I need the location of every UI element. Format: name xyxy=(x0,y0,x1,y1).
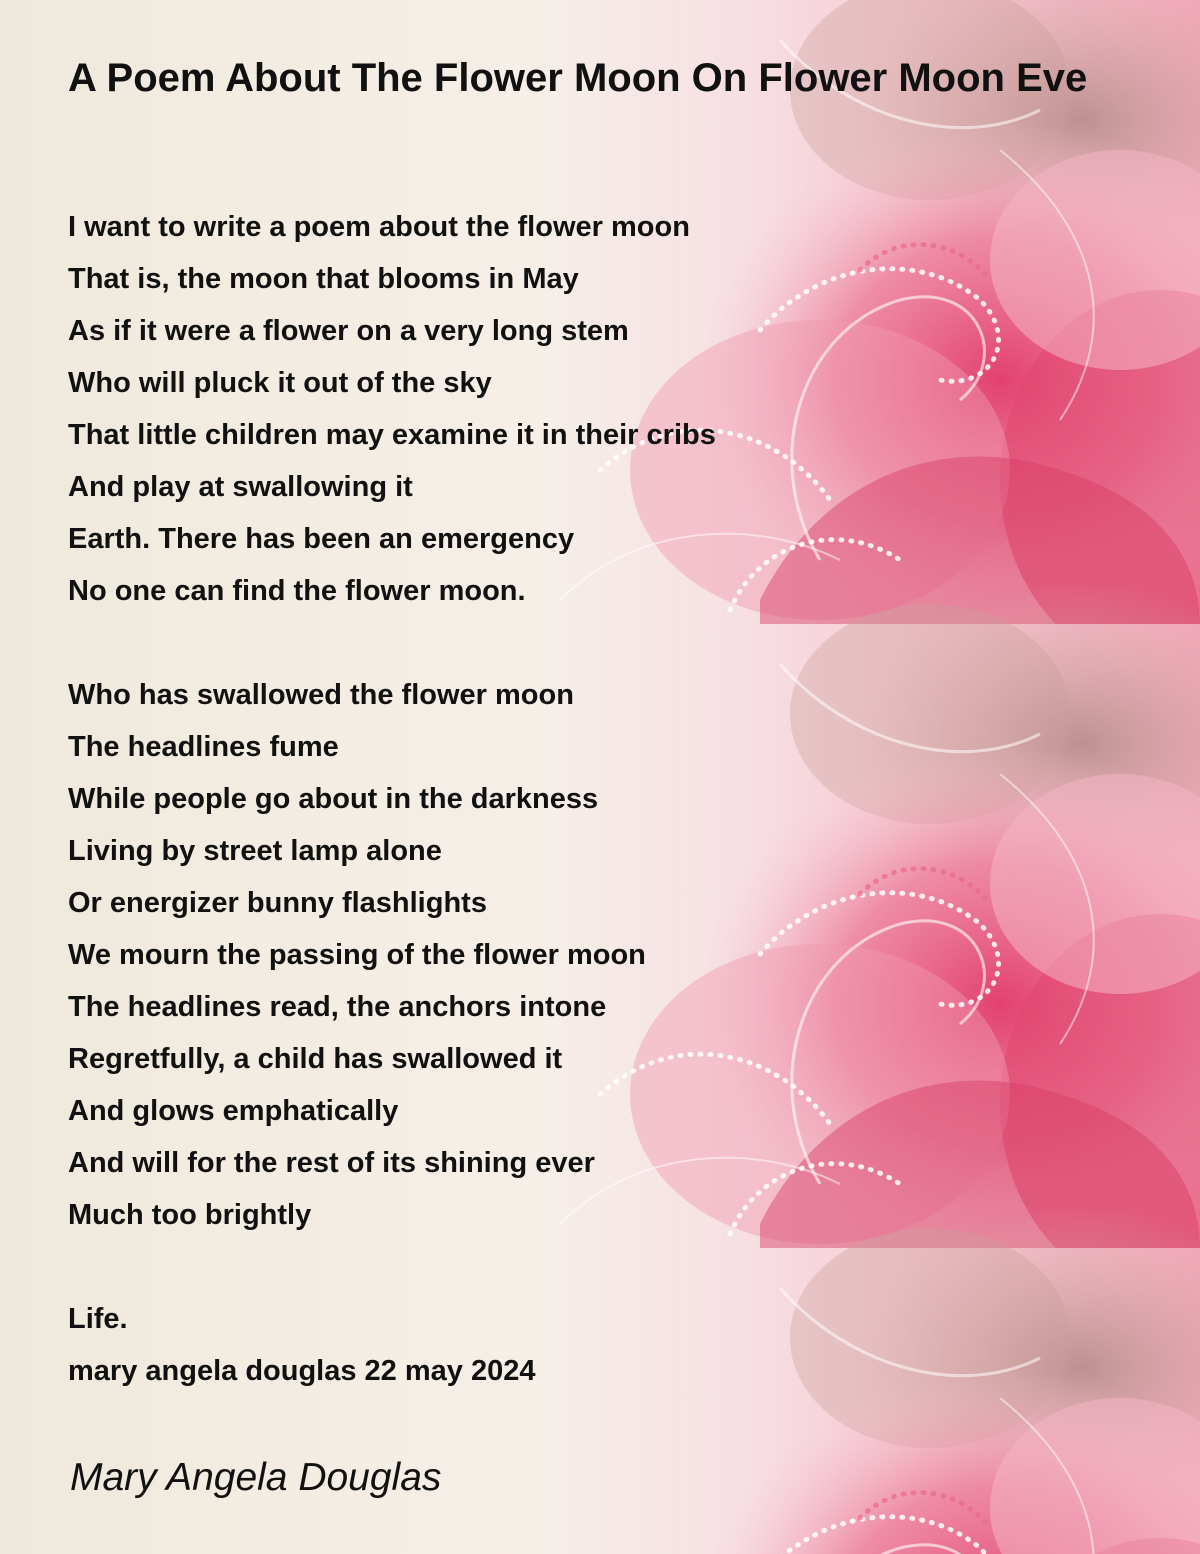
poem-line: That little children may examine it in their cribs xyxy=(68,419,716,451)
poem-line: Who will pluck it out of the sky xyxy=(68,367,492,399)
poem-line: The headlines fume xyxy=(68,731,339,763)
poem-line: And glows emphatically xyxy=(68,1095,399,1127)
poem-line: And play at swallowing it xyxy=(68,471,413,503)
poem-line: Living by street lamp alone xyxy=(68,835,442,867)
poem-line: While people go about in the darkness xyxy=(68,783,599,815)
poem-line: Much too brightly xyxy=(68,1199,312,1231)
poem-line: Life. xyxy=(68,1303,128,1335)
stanza-3 xyxy=(68,1293,535,1397)
poem-line: mary angela douglas 22 may 2024 xyxy=(68,1355,536,1387)
poem-line: And will for the rest of its shining ever xyxy=(68,1147,595,1179)
poem-line: As if it were a flower on a very long stem xyxy=(68,315,629,347)
poem-line: The headlines read, the anchors intone xyxy=(68,991,607,1023)
poem-line: No one can find the flower moon. xyxy=(68,575,526,607)
poem-title: A Poem About The Flower Moon On Flower Moon Eve xyxy=(68,56,1088,100)
poem-line: I want to write a poem about the flower moon xyxy=(68,211,690,243)
poem-line: We mourn the passing of the flower moon xyxy=(68,939,646,971)
poem-line: Who has swallowed the flower moon xyxy=(68,679,574,711)
poem-line: Or energizer bunny flashlights xyxy=(68,887,487,919)
poem-line: Earth. There has been an emergency xyxy=(68,523,575,555)
poem-line: That is, the moon that blooms in May xyxy=(68,263,579,295)
author-signature: Mary Angela Douglas xyxy=(70,1456,442,1499)
poem-line: Regretfully, a child has swallowed it xyxy=(68,1043,563,1075)
stanza-2 xyxy=(68,669,646,1241)
stanza-1 xyxy=(68,201,716,617)
